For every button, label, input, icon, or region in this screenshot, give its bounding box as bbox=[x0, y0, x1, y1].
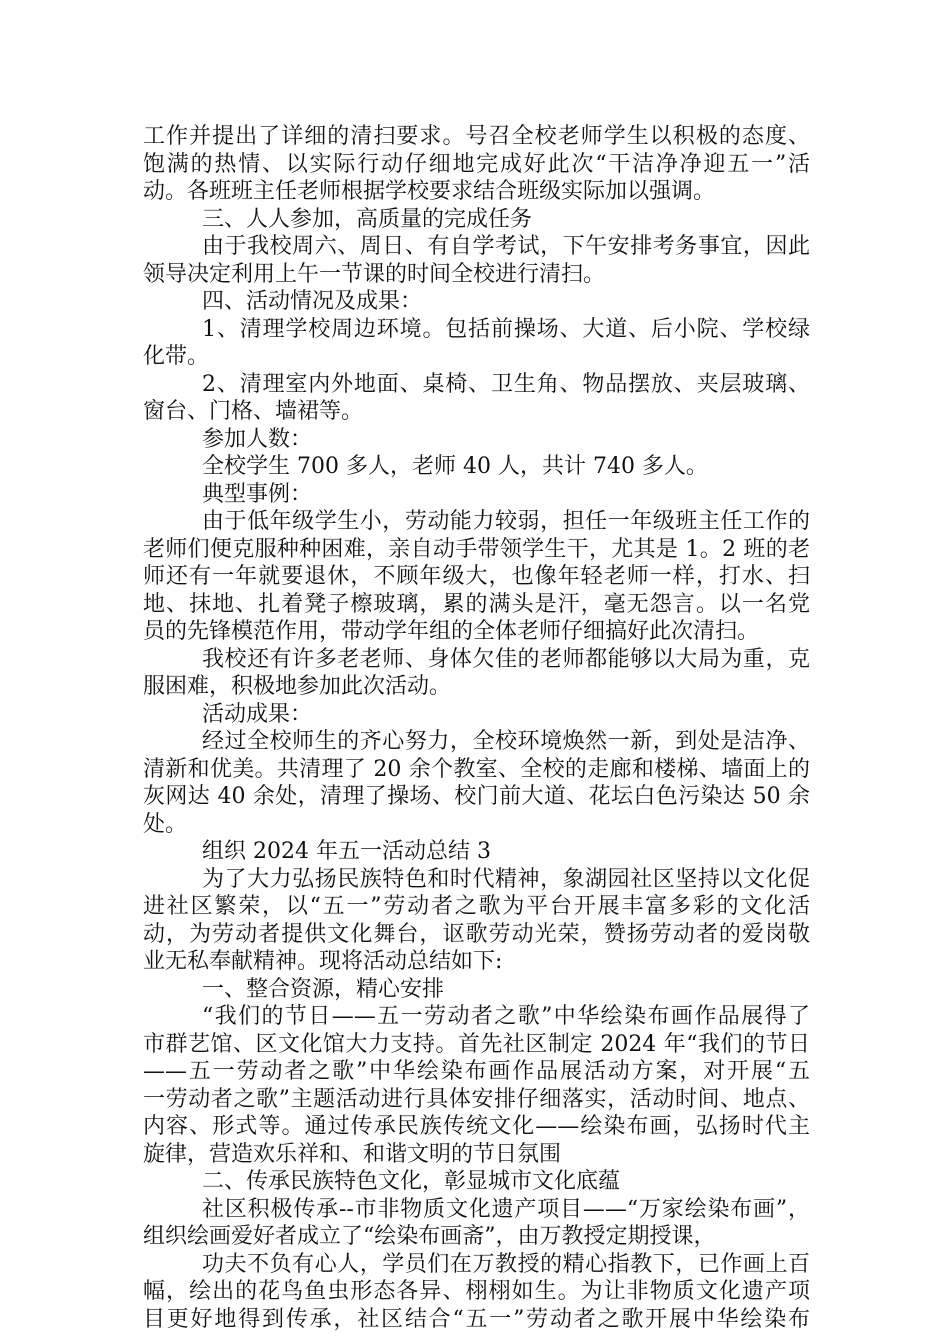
text-line: 地、抹地、扎着凳子檫玻璃，累的满头是汗，毫无怨言。以一名党 bbox=[143, 591, 810, 617]
text-line: 由于我校周六、周日、有自学考试，下午安排考务事宜，因此 bbox=[202, 234, 810, 259]
text-line: 典型事例： bbox=[202, 481, 313, 507]
text-line: 为了大力弘扬民族特色和时代精神，象湖园社区坚持以文化促 bbox=[202, 866, 810, 892]
text-line: 化带。 bbox=[143, 344, 210, 369]
text-line: 一、整合资源，精心安排 bbox=[202, 976, 445, 1002]
text-line: 经过全校师生的齐心努力，全校环境焕然一新，到处是洁净、 bbox=[202, 729, 810, 754]
text-line: 窗台、门格、墙裙等。 bbox=[143, 399, 364, 424]
text-line: 饱满的热情、以实际行动仔细地完成好此次“干洁净净迎五一”活 bbox=[143, 151, 810, 177]
text-line: 内容、形式等。通过传承民族传统文化——绘染布画，弘扬时代主 bbox=[143, 1114, 810, 1139]
document-body bbox=[143, 123, 810, 1333]
text-line: 老师们便克服种种困难，亲自动手带领学生干，尤其是 1。2 班的老 bbox=[143, 536, 810, 562]
text-line: 全校学生 700 多人，老师 40 人，共计 740 多人。 bbox=[202, 454, 708, 479]
text-line: 员的先锋模范作用，带动学年组的全体老师仔细搞好此次清扫。 bbox=[143, 619, 760, 644]
text-line: 领导决定利用上午一节课的时间全校进行清扫。 bbox=[143, 261, 606, 287]
text-line: 进社区繁荣，以“五一”劳动者之歌为平台开展丰富多彩的文化活 bbox=[143, 894, 810, 919]
text-line: 参加人数： bbox=[202, 426, 313, 452]
text-line: 市群艺馆、区文化馆大力支持。首先社区制定 2024 年“我们的节日 bbox=[143, 1031, 810, 1057]
text-line: 幅，绘出的花鸟鱼虫形态各异、栩栩如生。为让非物质文化遗产项 bbox=[143, 1279, 810, 1304]
text-line: 灰网达 40 余处，清理了操场、校门前大道、花坛白色污染达 50 余 bbox=[143, 784, 810, 809]
text-line: 社区积极传承--市非物质文化遗产项目——“万家绘染布画”， bbox=[202, 1196, 810, 1222]
text-line: 组织 2024 年五一活动总结 3 bbox=[202, 839, 491, 864]
text-line: 组织绘画爱好者成立了“绘染布画斋”，由万教授定期授课， bbox=[143, 1224, 716, 1249]
text-line: 二、传承民族特色文化，彰显城市文化底蕴 bbox=[202, 1169, 621, 1194]
text-line: 业无私奉献精神。现将活动总结如下: bbox=[143, 949, 503, 974]
text-line: 我校还有许多老老师、身体欠佳的老师都能够以大局为重，克 bbox=[202, 646, 810, 672]
text-line: 工作并提出了详细的清扫要求。号召全校老师学生以积极的态度、 bbox=[143, 124, 810, 149]
text-line: 动。各班班主任老师根据学校要求结合班级实际加以强调。 bbox=[143, 179, 716, 204]
text-line: “我们的节日——五一劳动者之歌”中华绘染布画作品展得了 bbox=[202, 1004, 810, 1029]
text-line: 1、清理学校周边环境。包括前操场、大道、后小院、学校绿 bbox=[202, 316, 810, 342]
text-line: 服困难，积极地参加此次活动。 bbox=[143, 674, 452, 699]
text-line: 一劳动者之歌”主题活动进行具体安排仔细落实，活动时间、地点、 bbox=[143, 1086, 810, 1112]
text-line: ——五一劳动者之歌”中华绘染布画作品展活动方案，对开展“五 bbox=[143, 1059, 810, 1084]
text-line: 动，为劳动者提供文化舞台，讴歌劳动光荣，赞扬劳动者的爱岗敬 bbox=[143, 921, 810, 947]
text-line: 四、活动情况及成果： bbox=[202, 289, 423, 314]
text-line: 清新和优美。共清理了 20 余个教室、全校的走廊和楼梯、墙面上的 bbox=[143, 756, 810, 782]
text-line: 目更好地得到传承，社区结合“五一”劳动者之歌开展中华绘染布 bbox=[143, 1306, 810, 1332]
text-line: 处。 bbox=[143, 811, 188, 837]
text-line: 旋律，营造欢乐祥和、和谐文明的节日氛围 bbox=[143, 1141, 562, 1167]
text-line: 功夫不负有心人，学员们在万教授的精心指教下，已作画上百 bbox=[202, 1251, 810, 1277]
text-line: 2、清理室内外地面、桌椅、卫生角、物品摆放、夹层玻璃、 bbox=[202, 371, 810, 397]
text-line: 由于低年级学生小，劳动能力较弱，担任一年级班主任工作的 bbox=[202, 509, 810, 534]
text-line: 师还有一年就要退休，不顾年级大，也像年轻老师一样，打水、扫 bbox=[143, 564, 810, 589]
text-line: 三、人人参加，高质量的完成任务 bbox=[202, 206, 533, 232]
text-line: 活动成果： bbox=[202, 701, 313, 727]
